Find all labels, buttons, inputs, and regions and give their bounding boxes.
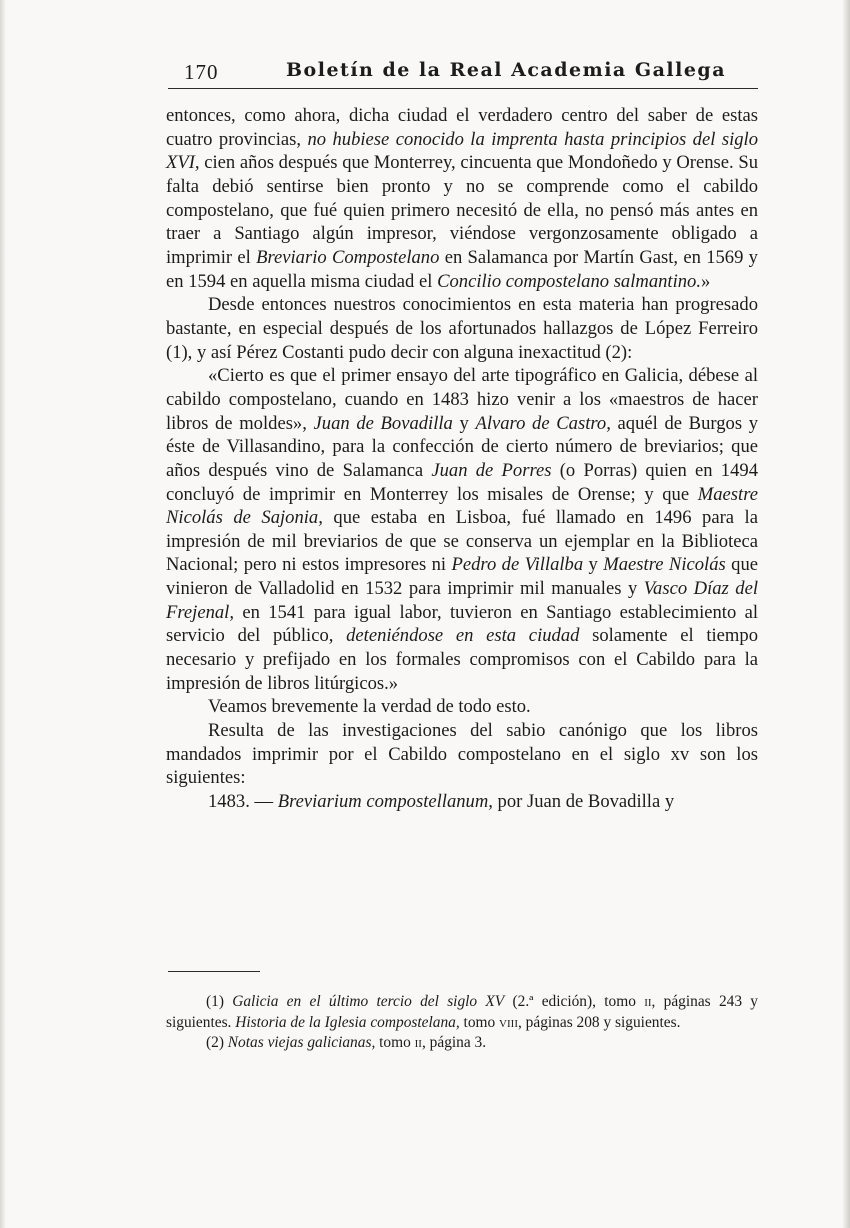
italic-name: Maestre Nicolás [603, 554, 726, 576]
body-text [166, 104, 758, 814]
footnote-1: (1) Galicia en el último tercio del siglo XV (2.ª edición), tomo ii, páginas 243 y siguientes. Historia de la Iglesia compostelana, tomo viii, páginas 208 y siguientes. [166, 993, 759, 1031]
paragraph-6: 1483. — Breviarium compostellanum, por Juan de Bovadilla y [208, 791, 675, 813]
paragraph-3-quotation: «Cierto es que el primer ensayo del arte tipográfico en Galicia, débese al cabildo compostelano, cuando en 1483 hizo venir a los «maestros de hacer libros de moldes», Juan de Bovadilla y Alvaro de Castro, aquél de Burgos y éste de Villasandino, para la confección de cierto número de breviarios; que años después vino de Salamanca Juan de Porres (o Porras) quien en 1494 concluyó de imprimir en Monterrey los misales de Orense; y que Maestre Nicolás de Sajonia, que estaba en Lisboa, fué llamado en 1496 para la impresión de mil breviarios de que se conserva un ejemplar en la Biblioteca Nacional; pero ni estos impresores ni Pedro de Villalba y Maestre Nicolás que vinieron de Valladolid en 1532 para imprimir mil manuales y Vasco Díaz del Frejenal, en 1541 para igual labor, tuvieron en Santiago establecimiento al servicio del público, deteniéndose en esta ciudad solamente el tiempo necesario y prefijado en los formales compromisos con el Cabildo para la impresión de libros litúrgicos.» [166, 365, 759, 694]
page-number: 170 [184, 60, 219, 84]
italic-title: Breviarium compostellanum, [277, 791, 493, 813]
page-left-edge-shadow [0, 0, 6, 1228]
paragraph-2: Desde entonces nuestros conocimientos en esta materia han progresado bastante, en especial después de los afortunados hallazgos de López Ferreiro (1), y así Pérez Costanti pudo decir con alguna inexactitud (2): [166, 294, 758, 363]
italic-name: Maestre Nicolás de Sajonia, [166, 483, 758, 529]
italic-name: Alvaro de Castro, [475, 412, 611, 434]
italic-name: Vasco Díaz del Frejenal, [166, 578, 758, 623]
footnotes [166, 992, 758, 1054]
italic-phrase: deteniéndose en esta ciudad [346, 625, 580, 647]
paragraph-1: entonces, como ahora, dicha ciudad el verdadero centro del saber de estas cuatro provincias, no hubiese conocido la imprenta hasta principios del siglo XVI, cien años después que Monterrey, cincuenta que Mondoñedo y Orense. Su falta debió sentirse bien pronto y no se comprende como el cabildo compostelano, que fué quien primero necesitó de ella, no pensó más antes en traer a Santiago algún impresor, viéndose vergonzosamente obligado a imprimir el Breviario Compostelano en Salamanca por Martín Gast, en 1569 y en 1594 en aquella misma ciudad el Concilio compostelano salmantino.» [166, 105, 759, 292]
page-header [168, 60, 758, 89]
italic-phrase: no hubiese conocido la imprenta hasta principios del siglo XVI, [166, 128, 758, 174]
italic-name: Juan de Bovadilla [313, 412, 453, 434]
italic-name: Juan de Porres [431, 459, 552, 481]
running-title: Boletín de la Real Academia Gallega [286, 59, 727, 81]
page-right-edge-shadow [842, 0, 850, 1228]
paragraph-5: Resulta de las investigaciones del sabio canónigo que los libros mandados imprimir por el Cabildo compostelano en el siglo xv son los siguientes: [166, 720, 758, 789]
italic-title: Breviario Compostelano [256, 246, 440, 268]
footnote-2: (2) Notas viejas galicianas, tomo ii, página 3. [206, 1034, 487, 1051]
footnote-rule [168, 971, 260, 972]
paragraph-1-text: entonces, como ahora, dicha ciudad el verdadero centro del saber [166, 105, 687, 126]
italic-title: Concilio compostelano salmantino. [437, 270, 701, 292]
paragraph-4: Veamos brevemente la verdad de todo esto. [208, 696, 531, 718]
italic-name: Pedro de Villalba [451, 554, 584, 576]
